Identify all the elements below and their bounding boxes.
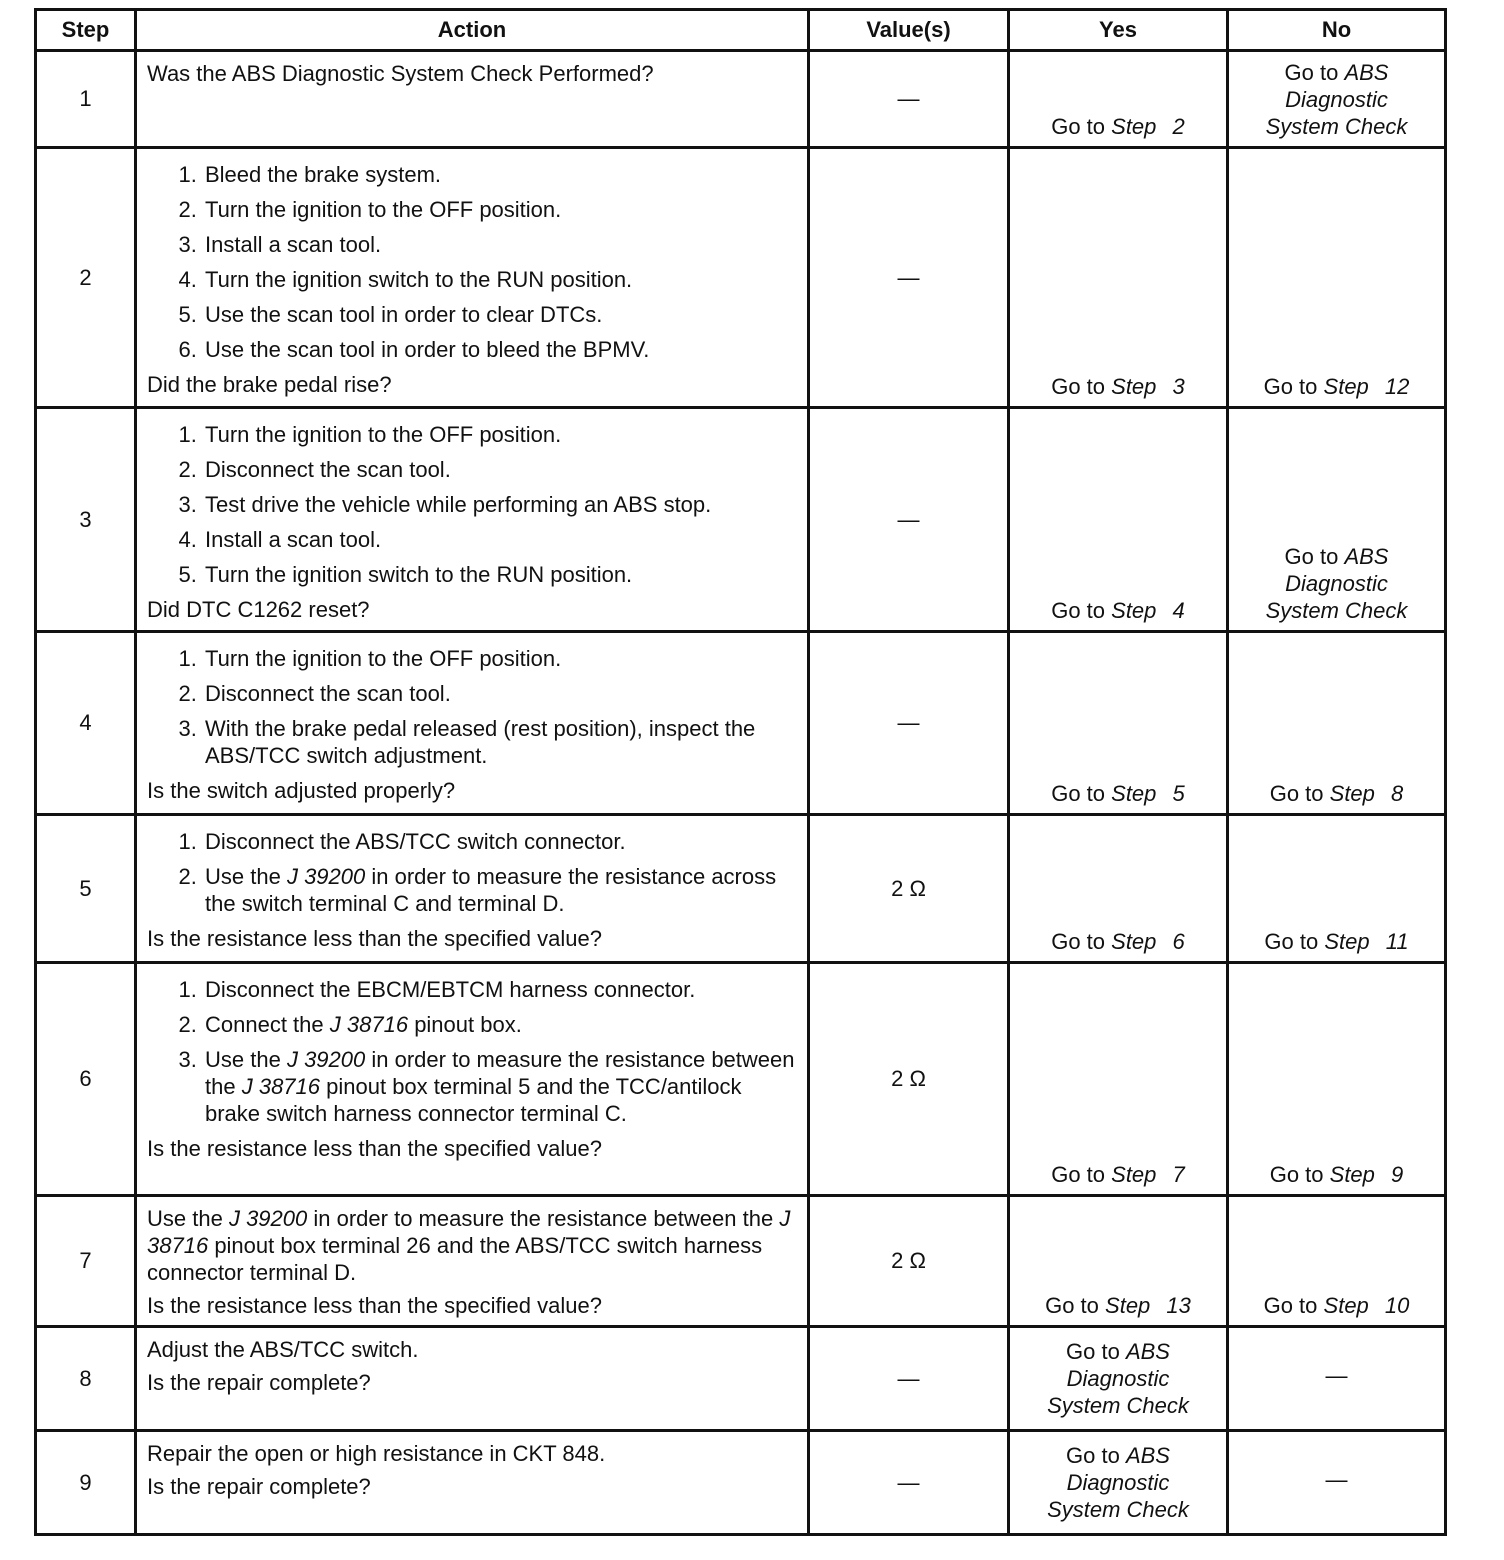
value-cell: — bbox=[809, 632, 1009, 815]
question: Is the resistance less than the specified value? bbox=[147, 1136, 602, 1161]
question: Was the ABS Diagnostic System Check Performed? bbox=[147, 61, 654, 86]
abs-check-l1: ABS bbox=[1125, 1339, 1170, 1364]
text: pinout box terminal 5 and the TCC/antilock brake switch harness connector terminal C. bbox=[205, 1074, 742, 1126]
value-cell: 2 Ω bbox=[809, 815, 1009, 963]
header-step: Step bbox=[36, 10, 136, 51]
no-step: 9 bbox=[1391, 1162, 1404, 1187]
text: Connect the bbox=[205, 1012, 324, 1037]
header-yes: Yes bbox=[1009, 10, 1228, 51]
tool-name: J 39200 bbox=[228, 1206, 308, 1231]
text: Use the bbox=[205, 864, 281, 889]
go-to-label: Go to bbox=[1263, 1293, 1318, 1318]
yes-step: 5 bbox=[1172, 781, 1185, 806]
yes-cell bbox=[1009, 963, 1228, 1196]
instruction bbox=[147, 1205, 797, 1286]
step-number: 5 bbox=[36, 815, 136, 963]
list-item: 2. Disconnect the scan tool. bbox=[203, 456, 797, 483]
no-cell bbox=[1228, 963, 1446, 1196]
yes-step: 3 bbox=[1172, 374, 1185, 399]
yes-step: 2 bbox=[1172, 114, 1185, 139]
yes-cell bbox=[1009, 1431, 1228, 1535]
table-row bbox=[36, 51, 1446, 148]
header-no: No bbox=[1228, 10, 1446, 51]
tool-name: J 38716 bbox=[329, 1012, 409, 1037]
value-cell: — bbox=[809, 408, 1009, 632]
abs-check-l3: System Check bbox=[1265, 114, 1408, 139]
header-row bbox=[36, 10, 1446, 51]
abs-check-l1: ABS bbox=[1344, 544, 1389, 569]
text: in order to measure the resistance across the switch terminal C and terminal D. bbox=[205, 864, 777, 916]
step-number: 3 bbox=[36, 408, 136, 632]
go-to-label: Go to bbox=[1066, 1339, 1120, 1364]
value-cell: — bbox=[809, 1327, 1009, 1431]
step-word: Step bbox=[1329, 781, 1375, 806]
table-row bbox=[36, 1431, 1446, 1535]
step-word: Step bbox=[1323, 374, 1369, 399]
abs-check-l1: ABS bbox=[1125, 1443, 1170, 1468]
action-cell bbox=[136, 51, 809, 148]
list-item: 3. Test drive the vehicle while performing an ABS stop. bbox=[203, 491, 797, 518]
list-item: 3. Install a scan tool. bbox=[203, 231, 797, 258]
no-step: 12 bbox=[1384, 374, 1410, 399]
action-cell bbox=[136, 632, 809, 815]
list-item: 5. Use the scan tool in order to clear DTCs. bbox=[203, 301, 797, 328]
table-row bbox=[36, 148, 1446, 408]
no-cell: — bbox=[1228, 1327, 1446, 1431]
header-action: Action bbox=[136, 10, 809, 51]
value-cell: — bbox=[809, 148, 1009, 408]
go-to-label: Go to bbox=[1051, 598, 1106, 623]
abs-check-l2: Diagnostic bbox=[1285, 87, 1388, 112]
go-to-label: Go to bbox=[1269, 1162, 1324, 1187]
instruction: Repair the open or high resistance in CKT 848. bbox=[147, 1441, 606, 1466]
action-cell bbox=[136, 963, 809, 1196]
value-cell: — bbox=[809, 51, 1009, 148]
go-to-label: Go to bbox=[1051, 114, 1106, 139]
abs-check-l3: System Check bbox=[1265, 598, 1408, 623]
text: pinout box terminal 26 and the ABS/TCC switch harness connector terminal D. bbox=[147, 1233, 763, 1285]
step-word: Step bbox=[1323, 1293, 1369, 1318]
list-item: 4. Turn the ignition switch to the RUN position. bbox=[203, 266, 797, 293]
question: Is the repair complete? bbox=[147, 1474, 371, 1499]
go-to-label: Go to bbox=[1284, 544, 1339, 569]
question: Did the brake pedal rise? bbox=[147, 372, 392, 397]
no-cell bbox=[1228, 1196, 1446, 1327]
step-word: Step bbox=[1111, 1162, 1157, 1187]
question: Is the resistance less than the specified value? bbox=[147, 1293, 602, 1318]
question: Is the repair complete? bbox=[147, 1370, 371, 1395]
yes-step: 7 bbox=[1172, 1162, 1185, 1187]
tool-name: J 38716 bbox=[147, 1206, 791, 1258]
tool-name: J 38716 bbox=[241, 1074, 321, 1099]
no-step: 8 bbox=[1391, 781, 1404, 806]
no-cell bbox=[1228, 408, 1446, 632]
diagnostic-table bbox=[34, 8, 1447, 1536]
go-to-label: Go to bbox=[1066, 1443, 1120, 1468]
list-item: 2. Turn the ignition to the OFF position. bbox=[203, 196, 797, 223]
yes-cell bbox=[1009, 1196, 1228, 1327]
yes-step: 6 bbox=[1172, 929, 1185, 954]
action-cell bbox=[136, 1327, 809, 1431]
procedure-list bbox=[147, 645, 797, 769]
action-cell bbox=[136, 1431, 809, 1535]
step-word: Step bbox=[1329, 1162, 1375, 1187]
table-row bbox=[36, 632, 1446, 815]
list-item: 1. Turn the ignition to the OFF position. bbox=[203, 421, 797, 448]
go-to-label: Go to bbox=[1051, 374, 1106, 399]
go-to-label: Go to bbox=[1051, 1162, 1106, 1187]
text: Use the bbox=[147, 1206, 223, 1231]
no-step: 11 bbox=[1385, 929, 1409, 954]
step-word: Step bbox=[1111, 114, 1157, 139]
table-row bbox=[36, 815, 1446, 963]
tool-name: J 39200 bbox=[286, 864, 366, 889]
action-cell bbox=[136, 148, 809, 408]
list-item: 2. Disconnect the scan tool. bbox=[203, 680, 797, 707]
procedure-list bbox=[147, 976, 797, 1127]
value-cell: 2 Ω bbox=[809, 963, 1009, 1196]
list-item bbox=[203, 1011, 797, 1038]
instruction: Adjust the ABS/TCC switch. bbox=[147, 1337, 419, 1362]
yes-step: 4 bbox=[1172, 598, 1185, 623]
step-number: 1 bbox=[36, 51, 136, 148]
go-to-label: Go to bbox=[1264, 929, 1319, 954]
no-cell bbox=[1228, 815, 1446, 963]
no-step: 10 bbox=[1384, 1293, 1410, 1318]
text: pinout box. bbox=[414, 1012, 522, 1037]
list-item: 1. Disconnect the EBCM/EBTCM harness connector. bbox=[203, 976, 797, 1003]
step-number: 7 bbox=[36, 1196, 136, 1327]
list-item: 4. Install a scan tool. bbox=[203, 526, 797, 553]
step-number: 2 bbox=[36, 148, 136, 408]
list-item bbox=[203, 1046, 797, 1127]
procedure-list bbox=[147, 421, 797, 588]
question: Is the resistance less than the specified value? bbox=[147, 926, 602, 951]
step-word: Step bbox=[1111, 929, 1157, 954]
go-to-label: Go to bbox=[1269, 781, 1324, 806]
step-word: Step bbox=[1324, 929, 1370, 954]
text: Use the bbox=[205, 1047, 281, 1072]
step-word: Step bbox=[1111, 598, 1157, 623]
abs-check-l1: ABS bbox=[1344, 60, 1389, 85]
no-cell bbox=[1228, 148, 1446, 408]
step-number: 9 bbox=[36, 1431, 136, 1535]
list-item: 5. Turn the ignition switch to the RUN position. bbox=[203, 561, 797, 588]
header-values: Value(s) bbox=[809, 10, 1009, 51]
step-number: 6 bbox=[36, 963, 136, 1196]
list-item: 1. Turn the ignition to the OFF position. bbox=[203, 645, 797, 672]
action-cell bbox=[136, 815, 809, 963]
table-row bbox=[36, 1196, 1446, 1327]
yes-cell bbox=[1009, 148, 1228, 408]
abs-check-l2: Diagnostic bbox=[1066, 1470, 1170, 1495]
yes-step: 13 bbox=[1166, 1293, 1191, 1318]
go-to-label: Go to bbox=[1263, 374, 1318, 399]
step-word: Step bbox=[1105, 1293, 1151, 1318]
step-number: 8 bbox=[36, 1327, 136, 1431]
step-word: Step bbox=[1111, 781, 1157, 806]
step-word: Step bbox=[1111, 374, 1157, 399]
table-row bbox=[36, 1327, 1446, 1431]
yes-cell bbox=[1009, 815, 1228, 963]
procedure-list bbox=[147, 161, 797, 363]
abs-check-l2: Diagnostic bbox=[1285, 571, 1388, 596]
no-cell bbox=[1228, 51, 1446, 148]
go-to-label: Go to bbox=[1051, 929, 1106, 954]
yes-cell bbox=[1009, 1327, 1228, 1431]
no-cell bbox=[1228, 632, 1446, 815]
go-to-label: Go to bbox=[1051, 781, 1106, 806]
go-to-label: Go to bbox=[1284, 60, 1339, 85]
abs-check-l2: Diagnostic bbox=[1066, 1366, 1170, 1391]
list-item: 1. Bleed the brake system. bbox=[203, 161, 797, 188]
go-to-label: Go to bbox=[1045, 1293, 1099, 1318]
action-cell bbox=[136, 408, 809, 632]
table-row bbox=[36, 408, 1446, 632]
list-item bbox=[203, 863, 797, 917]
action-cell bbox=[136, 1196, 809, 1327]
table-row bbox=[36, 963, 1446, 1196]
abs-check-l3: System Check bbox=[1047, 1393, 1189, 1418]
yes-cell bbox=[1009, 632, 1228, 815]
no-cell: — bbox=[1228, 1431, 1446, 1535]
procedure-list bbox=[147, 828, 797, 917]
list-item: 3. With the brake pedal released (rest position), inspect the ABS/TCC switch adjustment. bbox=[203, 715, 797, 769]
step-number: 4 bbox=[36, 632, 136, 815]
yes-cell bbox=[1009, 408, 1228, 632]
value-cell: — bbox=[809, 1431, 1009, 1535]
list-item: 1. Disconnect the ABS/TCC switch connector. bbox=[203, 828, 797, 855]
abs-check-l3: System Check bbox=[1047, 1497, 1189, 1522]
text: in order to measure the resistance between the bbox=[205, 1047, 795, 1099]
question: Did DTC C1262 reset? bbox=[147, 597, 370, 622]
yes-cell bbox=[1009, 51, 1228, 148]
list-item: 6. Use the scan tool in order to bleed the BPMV. bbox=[203, 336, 797, 363]
value-cell: 2 Ω bbox=[809, 1196, 1009, 1327]
text: in order to measure the resistance between the bbox=[313, 1206, 774, 1231]
tool-name: J 39200 bbox=[286, 1047, 366, 1072]
question: Is the switch adjusted properly? bbox=[147, 778, 456, 803]
